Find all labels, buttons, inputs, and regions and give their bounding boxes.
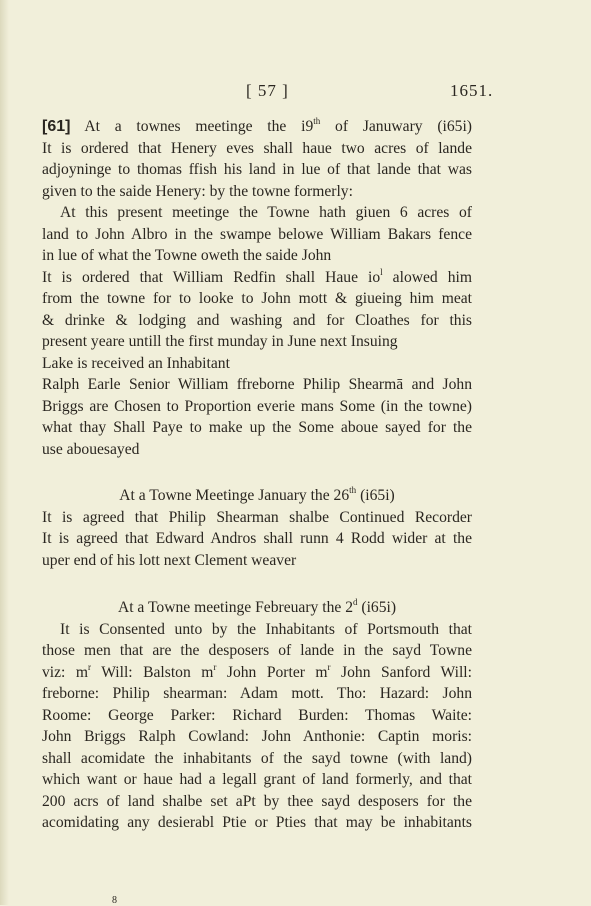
- text-line: It is agreed that Edward Andros shall runn 4 Rodd wider at the: [42, 530, 472, 547]
- text-line: At this present meetinge the Towne hath giuen 6 acres of: [60, 204, 472, 221]
- text-line: Lake is received an Inhabitant: [42, 354, 230, 372]
- page-year: 1651.: [450, 81, 494, 100]
- text-line: Roome: George Parker: Richard Burden: Thomas Waite:: [42, 706, 472, 724]
- text-line: from the towne for to looke to John mott & giueing him meat: [42, 290, 472, 307]
- document-body: [42, 116, 472, 834]
- meeting-heading: [61] At a townes meetinge the i9th of Januwary (i65i): [42, 116, 472, 135]
- text-line: & drinke & lodging and washing and for Cloathes for this: [42, 311, 472, 329]
- text-line: what thay Shall Paye to make up the Some aboue sayed for the: [42, 419, 472, 436]
- text-line: in lue of what the Towne oweth the saide John: [42, 247, 332, 264]
- text-line: adjoyninge to thomas ffish his land in lue of that lande that was: [42, 161, 472, 178]
- meeting-heading: At a Towne meetinge Febreuary the 2$^d$ (i65i): [117, 597, 397, 616]
- text-line: viz: $m^r$ Will: Balston $m^r$ John Porter $m^r$ John Sanford Will:: [42, 661, 472, 681]
- text-line: uper end of his lott next Clement weaver: [42, 551, 297, 569]
- text-line: land to John Albro in the swampe belowe William Bakars fence: [42, 225, 472, 243]
- text-line: shall acomidate the inhabitants of the sayd towne (with land): [42, 749, 472, 767]
- text-line: Briggs are Chosen to Proportion everie mans Some (in the towne): [42, 397, 472, 415]
- page-number: [ 57 ]: [246, 81, 289, 100]
- meeting-heading: At a Towne Meetinge January the 26th (i65i): [119, 485, 395, 504]
- text-line: freborne: Philip shearman: Adam mott. Tho: Hazard: John: [42, 685, 472, 702]
- text-line: Ralph Earle Senior William ffreborne Philip Shearmā and John: [42, 376, 472, 393]
- text-line: which want or haue had a legall grant of land formerly, and that: [42, 771, 472, 788]
- text-line: It is ordered that Henery eves shall haue two acres of lande: [42, 139, 472, 157]
- page-edge: [0, 0, 9, 905]
- text-line: given to the saide Henery: by the towne formerly:: [42, 182, 353, 200]
- text-line: It is agreed that Philip Shearman shalbe Continued Recorder: [42, 508, 472, 526]
- text-line: 200 acrs of land shalbe set aPt by thee sayd desposers for the: [42, 792, 472, 810]
- entry-number: [61]: [42, 118, 71, 135]
- text-line: present yeare untill the first munday in June next Insuing: [42, 333, 398, 350]
- text-line: use abouesayed: [42, 440, 140, 458]
- signature-mark: 8: [112, 895, 117, 906]
- text-line: It is Consented unto by the Inhabitants of Portsmouth that: [60, 620, 472, 638]
- text-line: acomidating any desierabl Ptie or Pties that may be inhabitants: [42, 814, 472, 831]
- text-line: John Briggs Ralph Cowland: John Anthonie: Captin moris:: [42, 728, 472, 745]
- text-line: those men that are the desposers of lande in the sayd Towne: [42, 642, 472, 659]
- text-line: It is ordered that William Redfin shall Haue $io^l$ alowed him: [42, 266, 472, 286]
- page-header: [0, 81, 591, 105]
